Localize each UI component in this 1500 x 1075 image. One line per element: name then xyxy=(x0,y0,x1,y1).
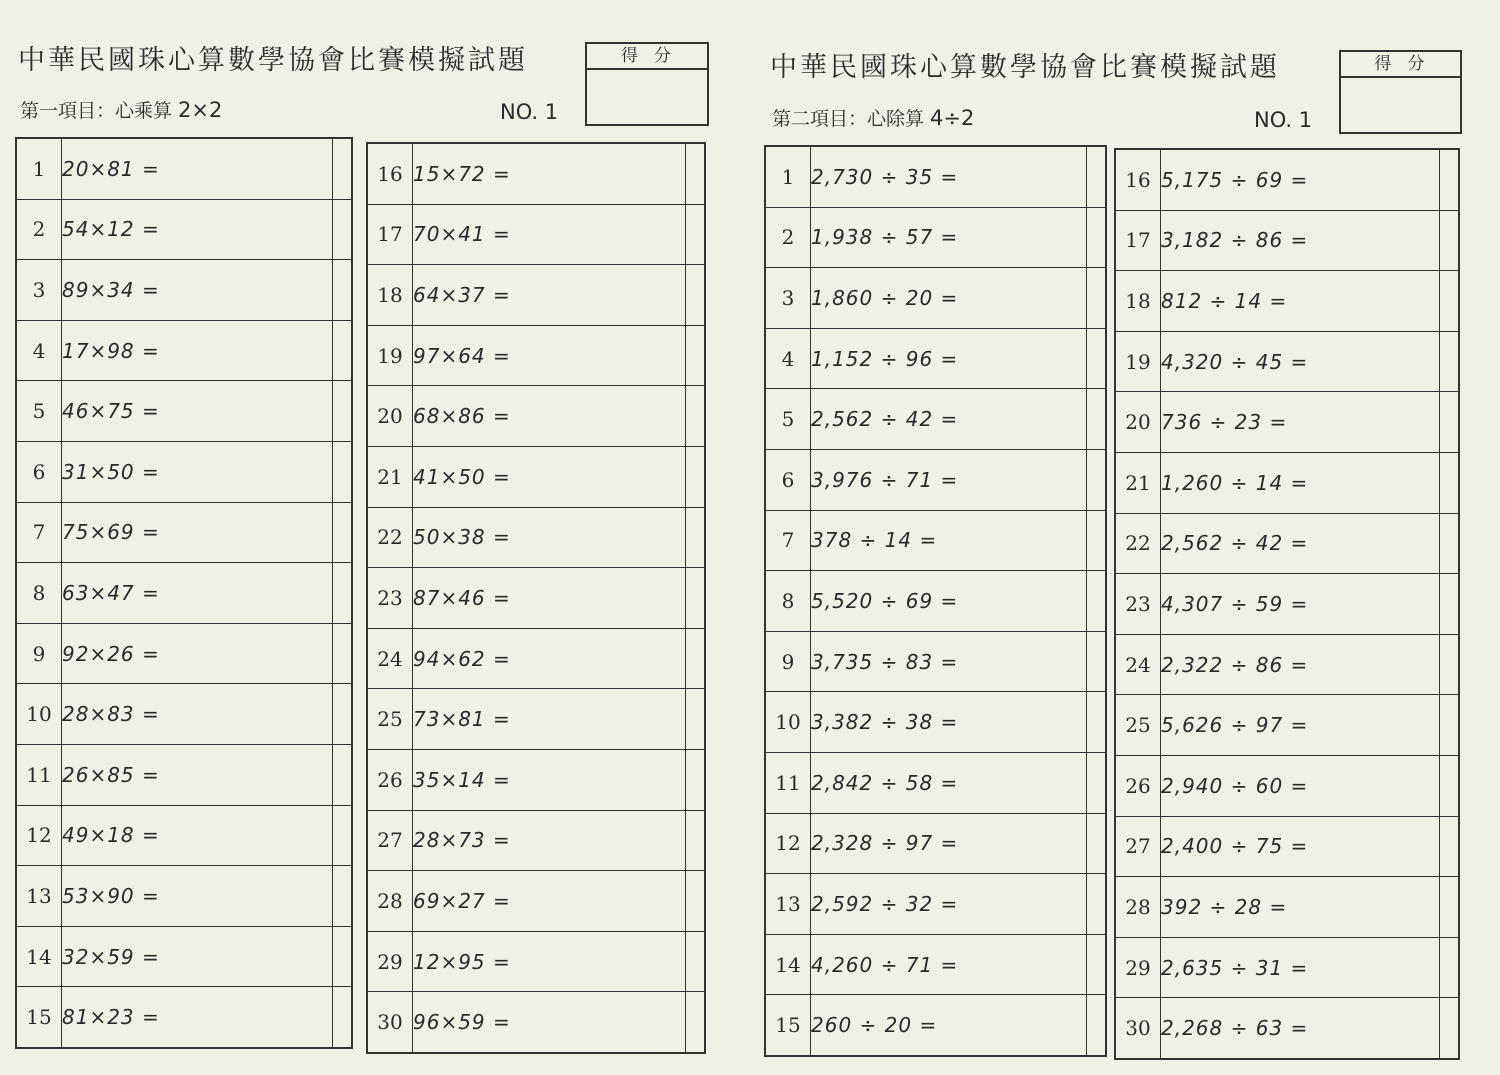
problem-text: 2,940 ÷ 60 = xyxy=(1161,755,1440,816)
problem-text: 89×34 = xyxy=(62,260,333,321)
problem-number: 15 xyxy=(16,987,62,1048)
problem-row xyxy=(1115,634,1459,695)
problem-row xyxy=(16,623,352,684)
problem-text: 15×72 = xyxy=(413,143,686,204)
problem-row xyxy=(16,987,352,1048)
answer-cell[interactable] xyxy=(1440,816,1460,877)
problem-number: 2 xyxy=(16,199,62,260)
problem-text: 53×90 = xyxy=(62,866,333,927)
answer-cell[interactable] xyxy=(1440,271,1460,332)
problem-number: 27 xyxy=(367,810,413,871)
problem-number: 8 xyxy=(765,571,811,632)
problem-text: 2,635 ÷ 31 = xyxy=(1161,937,1440,998)
problem-number: 3 xyxy=(16,260,62,321)
problem-text: 2,562 ÷ 42 = xyxy=(1161,513,1440,574)
problem-text: 31×50 = xyxy=(62,441,333,502)
problem-text: 3,382 ÷ 38 = xyxy=(811,692,1087,753)
answer-cell[interactable] xyxy=(333,684,353,745)
problem-number: 1 xyxy=(765,146,811,207)
answer-cell[interactable] xyxy=(333,441,353,502)
answer-cell[interactable] xyxy=(333,199,353,260)
problem-number: 7 xyxy=(16,502,62,563)
answer-cell[interactable] xyxy=(333,926,353,987)
problem-table-1-15 xyxy=(15,137,353,1049)
problem-row xyxy=(765,631,1106,692)
problem-row xyxy=(16,684,352,745)
answer-cell[interactable] xyxy=(1440,695,1460,756)
subtitle-label: 第二項目：心除算 xyxy=(772,108,925,130)
answer-cell[interactable] xyxy=(686,507,706,568)
problem-number: 5 xyxy=(765,389,811,450)
problem-row xyxy=(1115,331,1459,392)
problem-number: 30 xyxy=(367,992,413,1053)
problem-row xyxy=(765,692,1106,753)
problem-row xyxy=(16,441,352,502)
problem-text: 12×95 = xyxy=(413,931,686,992)
problem-row xyxy=(16,320,352,381)
problem-text: 1,260 ÷ 14 = xyxy=(1161,452,1440,513)
problem-row xyxy=(1115,452,1459,513)
problem-text: 70×41 = xyxy=(413,204,686,265)
subtitle-operation: 2×2 xyxy=(178,98,223,122)
problem-number: 28 xyxy=(1115,877,1161,938)
problem-row xyxy=(367,446,705,507)
problem-text: 3,735 ÷ 83 = xyxy=(811,631,1087,692)
problem-number: 9 xyxy=(765,631,811,692)
problem-row xyxy=(367,871,705,932)
answer-cell[interactable] xyxy=(1087,692,1107,753)
problem-number: 19 xyxy=(367,325,413,386)
problem-number: 5 xyxy=(16,381,62,442)
problem-row xyxy=(765,874,1106,935)
subtitle-operation: 4÷2 xyxy=(930,106,975,130)
problem-number: 9 xyxy=(16,623,62,684)
problem-row xyxy=(367,931,705,992)
problem-row xyxy=(367,568,705,629)
problem-number: 19 xyxy=(1115,331,1161,392)
problem-number: 22 xyxy=(1115,513,1161,574)
problem-number: 20 xyxy=(1115,392,1161,453)
problem-text: 28×83 = xyxy=(62,684,333,745)
problem-text: 2,592 ÷ 32 = xyxy=(811,874,1087,935)
problem-number: 27 xyxy=(1115,816,1161,877)
problem-row xyxy=(367,689,705,750)
problem-row xyxy=(1115,574,1459,635)
problem-number: 30 xyxy=(1115,998,1161,1059)
problem-number: 16 xyxy=(1115,149,1161,210)
problem-number: 1 xyxy=(16,138,62,199)
problem-row xyxy=(367,628,705,689)
answer-cell[interactable] xyxy=(1440,937,1460,998)
sheet-number: NO. 1 xyxy=(1254,108,1313,132)
answer-cell[interactable] xyxy=(1087,510,1107,571)
right-sheet xyxy=(752,0,1492,1075)
problem-number: 4 xyxy=(16,320,62,381)
problem-number: 17 xyxy=(367,204,413,265)
answer-cell[interactable] xyxy=(333,866,353,927)
answer-cell[interactable] xyxy=(1440,452,1460,513)
problem-number: 13 xyxy=(765,874,811,935)
problem-row xyxy=(367,386,705,447)
problem-number: 10 xyxy=(16,684,62,745)
problem-text: 5,520 ÷ 69 = xyxy=(811,571,1087,632)
problem-number: 16 xyxy=(367,143,413,204)
problem-text: 54×12 = xyxy=(62,199,333,260)
problem-row xyxy=(16,260,352,321)
subtitle-label: 第一項目：心乘算 xyxy=(20,100,173,122)
problem-text: 2,268 ÷ 63 = xyxy=(1161,1016,1309,1041)
problem-number: 11 xyxy=(16,744,62,805)
score-label: 得分 xyxy=(587,44,707,70)
answer-cell[interactable] xyxy=(1087,752,1107,813)
problem-text: 4,320 ÷ 45 = xyxy=(1161,331,1440,392)
problem-row xyxy=(367,265,705,326)
problem-row xyxy=(1115,271,1459,332)
problem-number: 24 xyxy=(367,628,413,689)
problem-text: 75×69 = xyxy=(62,502,333,563)
problem-row xyxy=(367,143,705,204)
answer-cell[interactable] xyxy=(333,320,353,381)
problem-row xyxy=(765,328,1106,389)
problem-number: 23 xyxy=(367,568,413,629)
problem-row xyxy=(367,204,705,265)
answer-cell[interactable] xyxy=(333,381,353,442)
problem-number: 14 xyxy=(765,934,811,995)
problem-row xyxy=(1115,392,1459,453)
answer-cell[interactable] xyxy=(686,689,706,750)
problem-row xyxy=(765,813,1106,874)
answer-cell[interactable] xyxy=(1087,328,1107,389)
problem-number: 20 xyxy=(367,386,413,447)
problem-number: 18 xyxy=(367,265,413,326)
answer-cell[interactable] xyxy=(1087,813,1107,874)
problem-text: 87×46 = xyxy=(413,568,686,629)
answer-cell[interactable] xyxy=(686,204,706,265)
problem-text: 35×14 = xyxy=(413,749,686,810)
problem-number: 3 xyxy=(765,268,811,329)
problem-row xyxy=(16,502,352,563)
problem-number: 18 xyxy=(1115,271,1161,332)
problem-row xyxy=(367,507,705,568)
answer-cell[interactable] xyxy=(1087,995,1107,1056)
problem-number: 14 xyxy=(16,926,62,987)
problem-row xyxy=(1115,755,1459,816)
problem-row xyxy=(16,138,352,199)
answer-cell[interactable] xyxy=(333,260,353,321)
problem-table-1-15 xyxy=(764,145,1107,1057)
answer-cell[interactable] xyxy=(333,623,353,684)
answer-cell[interactable] xyxy=(1087,631,1107,692)
answer-cell[interactable] xyxy=(1087,389,1107,450)
problem-row xyxy=(1115,695,1459,756)
problem-text: 69×27 = xyxy=(413,871,686,932)
problem-text: 1,152 ÷ 96 = xyxy=(811,328,1087,389)
problem-number: 28 xyxy=(367,871,413,932)
problem-number: 12 xyxy=(16,805,62,866)
problem-text: 94×62 = xyxy=(413,628,686,689)
problem-text: 5,626 ÷ 97 = xyxy=(1161,695,1440,756)
problem-text: 2,842 ÷ 58 = xyxy=(811,752,1087,813)
score-label: 得分 xyxy=(1341,52,1460,78)
problem-text: 2,400 ÷ 75 = xyxy=(1161,816,1440,877)
problem-text: 50×38 = xyxy=(413,507,686,568)
answer-cell[interactable] xyxy=(686,325,706,386)
problem-text: 17×98 = xyxy=(62,320,333,381)
problem-number: 23 xyxy=(1115,574,1161,635)
problem-text: 49×18 = xyxy=(62,805,333,866)
problem-number: 25 xyxy=(367,689,413,750)
problem-number: 6 xyxy=(765,449,811,510)
problem-text: 1,860 ÷ 20 = xyxy=(811,268,1087,329)
problem-table-16-30 xyxy=(1114,148,1460,1060)
answer-cell[interactable] xyxy=(1440,210,1460,271)
answer-cell[interactable] xyxy=(1440,877,1460,938)
problem-number: 21 xyxy=(1115,452,1161,513)
answer-cell[interactable] xyxy=(686,871,706,932)
problem-row xyxy=(1115,149,1459,210)
answer-cell[interactable] xyxy=(333,502,353,563)
problem-row xyxy=(765,510,1106,571)
problem-number: 6 xyxy=(16,441,62,502)
problem-text: 26×85 = xyxy=(62,744,333,805)
answer-cell[interactable] xyxy=(333,987,353,1048)
problem-row xyxy=(367,325,705,386)
problem-text: 81×23 = xyxy=(62,1005,160,1030)
problem-number: 11 xyxy=(765,752,811,813)
answer-cell[interactable] xyxy=(1440,331,1460,392)
problem-table-16-30 xyxy=(366,142,706,1054)
answer-cell[interactable] xyxy=(686,568,706,629)
answer-cell[interactable] xyxy=(1440,149,1460,210)
problem-row xyxy=(16,199,352,260)
answer-cell[interactable] xyxy=(1087,207,1107,268)
problem-text: 64×37 = xyxy=(413,265,686,326)
answer-cell[interactable] xyxy=(333,563,353,624)
problem-number: 4 xyxy=(765,328,811,389)
problem-number: 10 xyxy=(765,692,811,753)
problem-text: 2,562 ÷ 42 = xyxy=(811,389,1087,450)
left-sheet xyxy=(0,0,740,1075)
sheet-title: 中華民國珠心算數學協會比賽模擬試題 xyxy=(18,45,528,76)
problem-row xyxy=(16,563,352,624)
problem-row xyxy=(765,268,1106,329)
answer-cell[interactable] xyxy=(1087,449,1107,510)
problem-row xyxy=(367,992,705,1053)
problem-number: 17 xyxy=(1115,210,1161,271)
answer-cell[interactable] xyxy=(333,138,353,199)
problem-text: 392 ÷ 28 = xyxy=(1161,877,1440,938)
problem-text: 3,182 ÷ 86 = xyxy=(1161,210,1440,271)
problem-text: 20×81 = xyxy=(62,138,333,199)
problem-row xyxy=(765,995,1106,1056)
problem-row xyxy=(1115,816,1459,877)
problem-row xyxy=(1115,937,1459,998)
problem-number: 29 xyxy=(1115,937,1161,998)
answer-cell[interactable] xyxy=(686,810,706,871)
answer-cell[interactable] xyxy=(1087,934,1107,995)
problem-text: 2,328 ÷ 97 = xyxy=(811,813,1087,874)
answer-cell[interactable] xyxy=(686,628,706,689)
problem-number: 26 xyxy=(1115,755,1161,816)
problem-number: 24 xyxy=(1115,634,1161,695)
problem-row xyxy=(367,749,705,810)
problem-row xyxy=(765,146,1106,207)
problem-text: 68×86 = xyxy=(413,386,686,447)
problem-row xyxy=(1115,998,1459,1059)
problem-text: 4,260 ÷ 71 = xyxy=(811,934,1087,995)
problem-number: 15 xyxy=(765,995,811,1056)
problem-number: 12 xyxy=(765,813,811,874)
problem-text: 63×47 = xyxy=(62,563,333,624)
problem-number: 26 xyxy=(367,749,413,810)
problem-text: 32×59 = xyxy=(62,926,333,987)
problem-row xyxy=(765,934,1106,995)
answer-cell[interactable] xyxy=(686,265,706,326)
problem-text: 2,730 ÷ 35 = xyxy=(811,146,1087,207)
answer-cell[interactable] xyxy=(1087,268,1107,329)
answer-cell[interactable] xyxy=(333,744,353,805)
problem-text: 736 ÷ 23 = xyxy=(1161,392,1440,453)
answer-cell[interactable] xyxy=(1440,755,1460,816)
answer-cell[interactable] xyxy=(686,749,706,810)
problem-row xyxy=(16,926,352,987)
problem-row xyxy=(765,207,1106,268)
problem-text: 28×73 = xyxy=(413,810,686,871)
answer-cell[interactable] xyxy=(686,446,706,507)
problem-row xyxy=(765,752,1106,813)
answer-cell[interactable] xyxy=(1440,392,1460,453)
problem-row xyxy=(765,389,1106,450)
sheet-subtitle xyxy=(20,96,222,123)
problem-number: 7 xyxy=(765,510,811,571)
answer-cell[interactable] xyxy=(1087,874,1107,935)
problem-row xyxy=(1115,877,1459,938)
answer-cell[interactable] xyxy=(1087,571,1107,632)
sheet-subtitle xyxy=(772,104,974,131)
problem-row xyxy=(367,810,705,871)
problem-text: 41×50 = xyxy=(413,446,686,507)
problem-row xyxy=(16,744,352,805)
problem-row xyxy=(1115,513,1459,574)
problem-number: 2 xyxy=(765,207,811,268)
answer-cell[interactable] xyxy=(686,386,706,447)
problem-text: 4,307 ÷ 59 = xyxy=(1161,574,1440,635)
problem-number: 8 xyxy=(16,563,62,624)
problem-text: 260 ÷ 20 = xyxy=(811,1013,938,1038)
problem-text: 92×26 = xyxy=(62,623,333,684)
answer-cell[interactable] xyxy=(1087,146,1107,207)
problem-row xyxy=(16,805,352,866)
problem-number: 21 xyxy=(367,446,413,507)
answer-cell[interactable] xyxy=(686,931,706,992)
problem-row xyxy=(16,381,352,442)
problem-text: 812 ÷ 14 = xyxy=(1161,271,1440,332)
problem-text: 97×64 = xyxy=(413,325,686,386)
problem-row xyxy=(16,866,352,927)
problem-text: 46×75 = xyxy=(62,381,333,442)
problem-text: 73×81 = xyxy=(413,689,686,750)
problem-text: 3,976 ÷ 71 = xyxy=(811,449,1087,510)
answer-cell[interactable] xyxy=(1440,634,1460,695)
answer-cell[interactable] xyxy=(1440,574,1460,635)
problem-number: 13 xyxy=(16,866,62,927)
score-box xyxy=(1339,50,1462,134)
problem-row xyxy=(1115,210,1459,271)
sheet-number: NO. 1 xyxy=(500,100,559,124)
problem-number: 25 xyxy=(1115,695,1161,756)
answer-cell[interactable] xyxy=(686,992,706,1053)
problem-text: 96×59 = xyxy=(413,1010,511,1035)
score-box xyxy=(585,42,709,126)
problem-text: 378 ÷ 14 = xyxy=(811,510,1087,571)
problem-number: 22 xyxy=(367,507,413,568)
problem-text: 5,175 ÷ 69 = xyxy=(1161,149,1440,210)
problem-text: 2,322 ÷ 86 = xyxy=(1161,634,1440,695)
problem-text: 1,938 ÷ 57 = xyxy=(811,207,1087,268)
problem-row xyxy=(765,571,1106,632)
answer-cell[interactable] xyxy=(686,143,706,204)
answer-cell[interactable] xyxy=(333,805,353,866)
answer-cell[interactable] xyxy=(1440,998,1460,1059)
answer-cell[interactable] xyxy=(1440,513,1460,574)
problem-number: 29 xyxy=(367,931,413,992)
sheet-title: 中華民國珠心算數學協會比賽模擬試題 xyxy=(770,52,1280,83)
problem-row xyxy=(765,449,1106,510)
